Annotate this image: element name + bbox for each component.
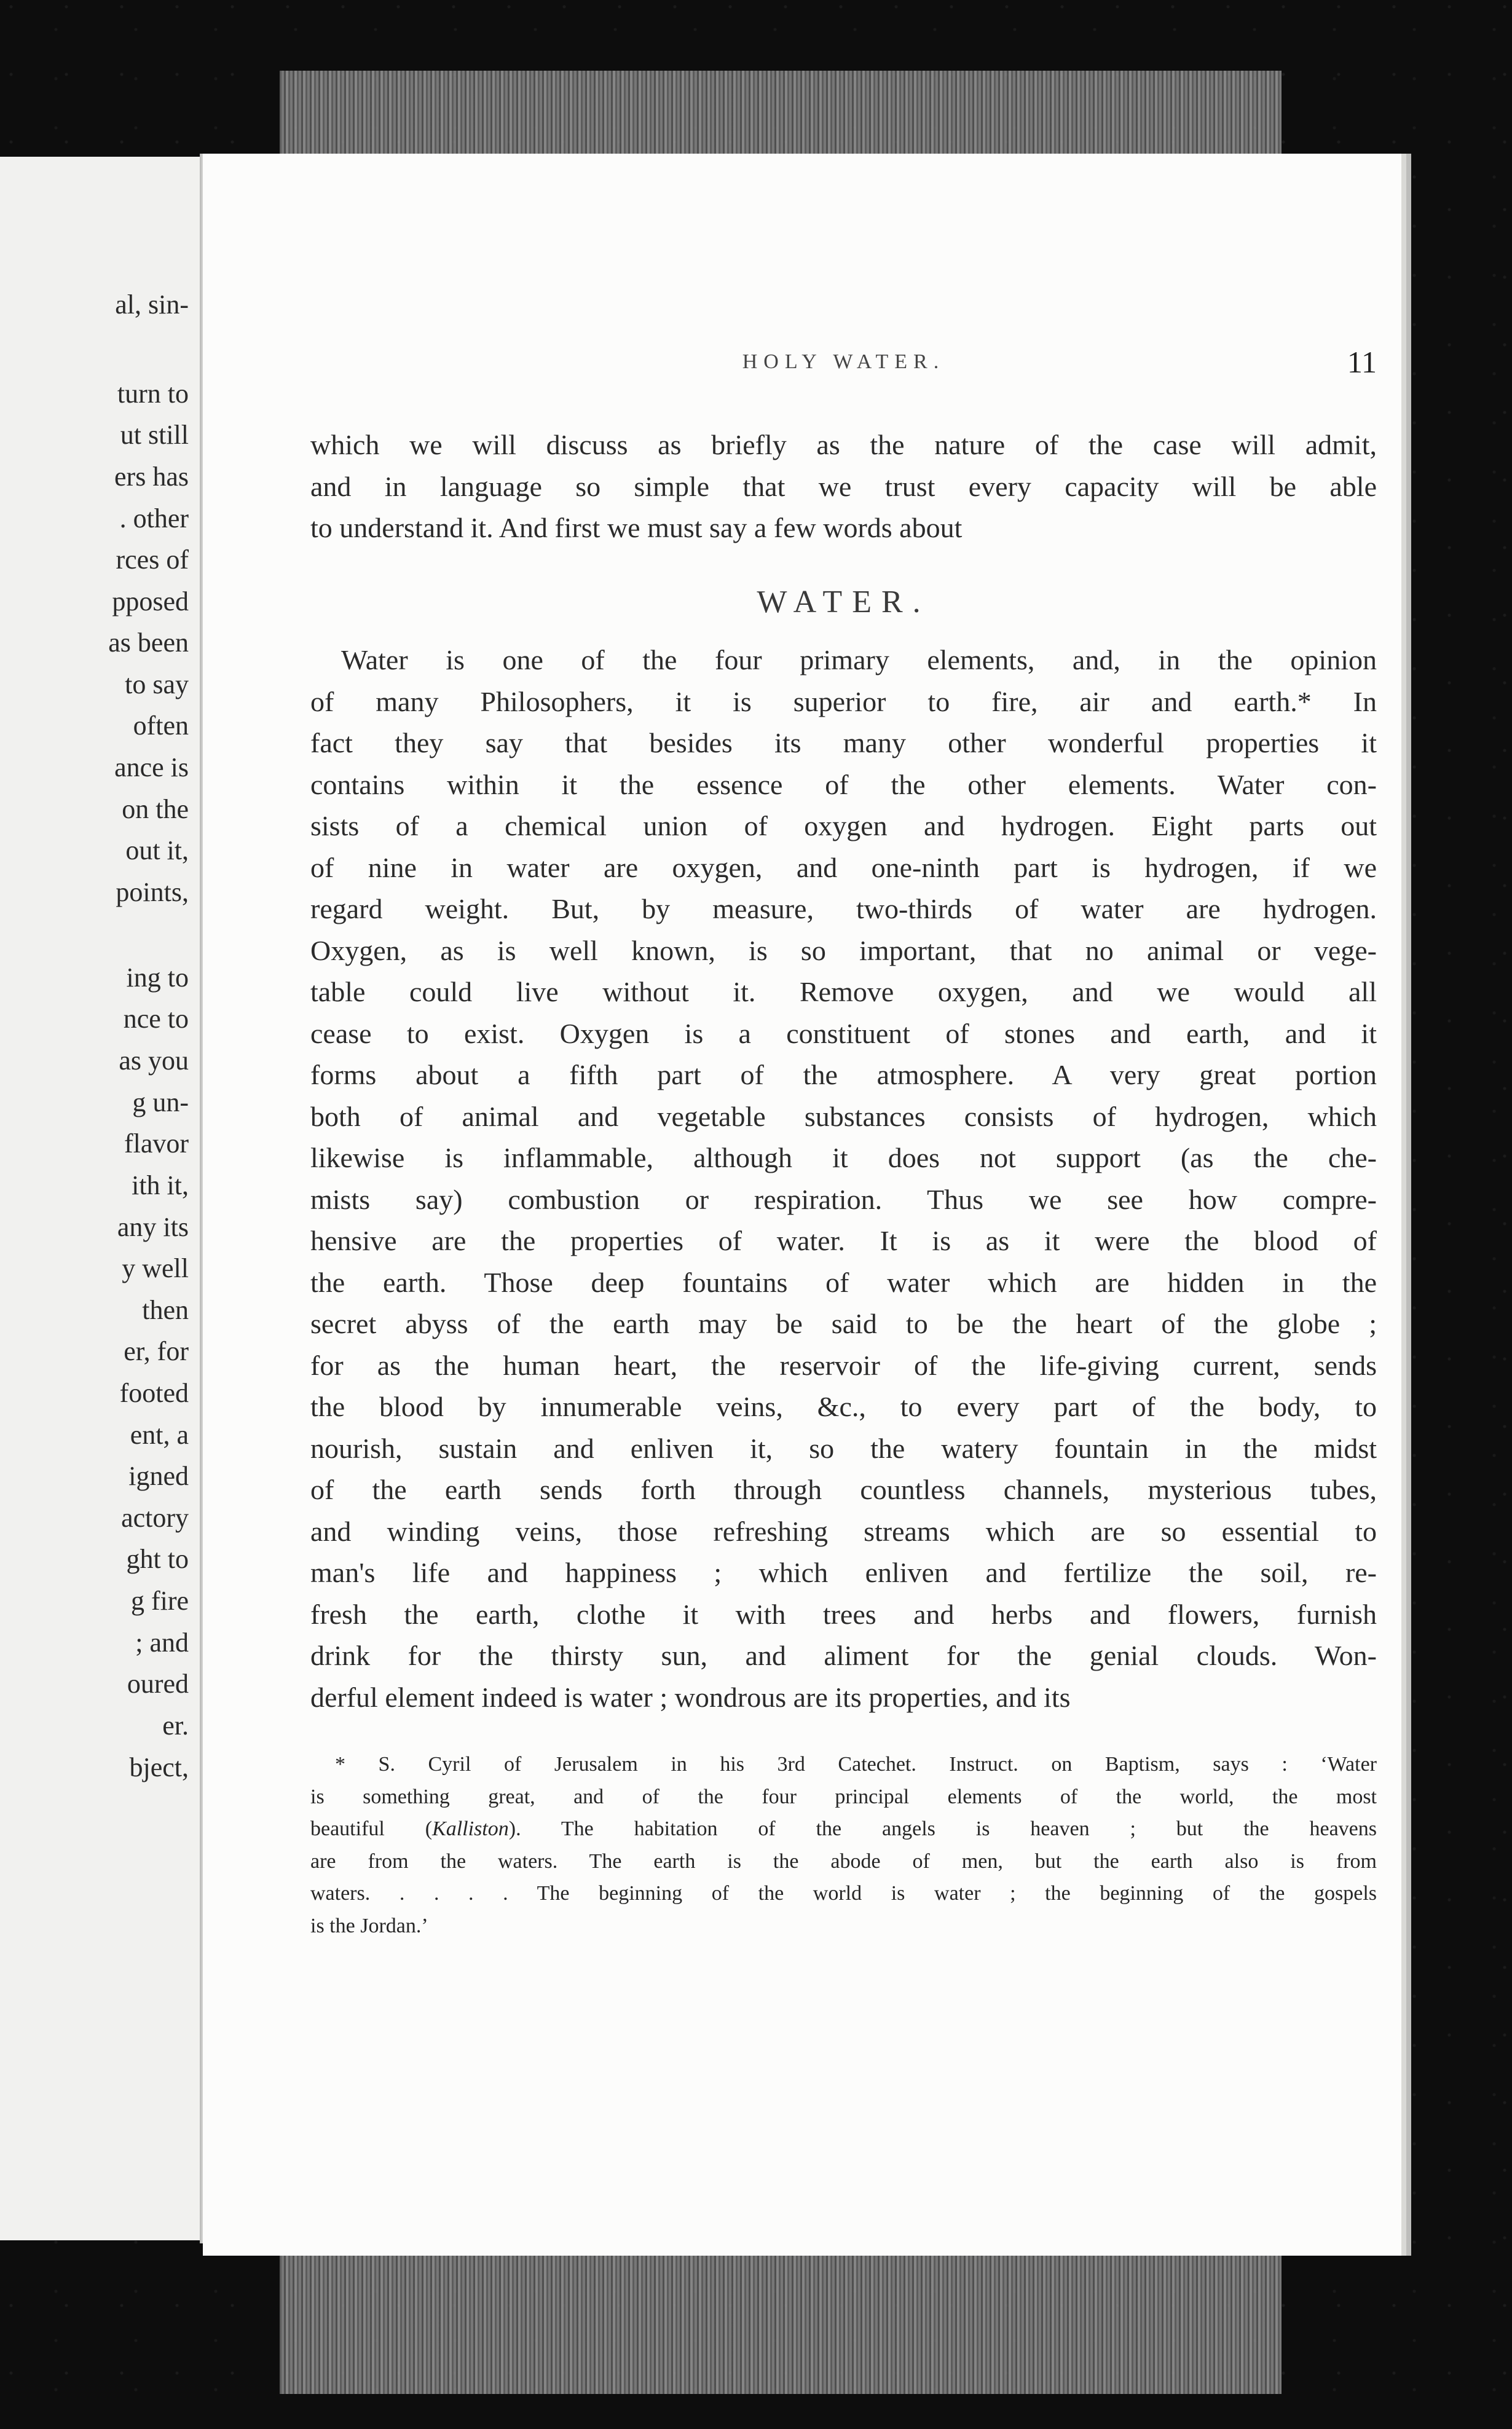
footnote-text: ). The habitation of the angels is heaven ; but the heavens bbox=[508, 1817, 1377, 1840]
body-line: table could live without it. Remove oxygen, and we would all bbox=[310, 976, 1377, 1007]
body-line: secret abyss of the earth may be said to be the heart of the globe ; bbox=[310, 1308, 1377, 1339]
body-line: mists say) combustion or respiration. Thus we see how compre- bbox=[310, 1183, 1377, 1215]
body-line: fresh the earth, clothe it with trees and herbs and flowers, furnish bbox=[310, 1598, 1377, 1630]
body-line: cease to exist. Oxygen is a constituent of stones and earth, and it bbox=[310, 1017, 1377, 1049]
body-paragraph bbox=[310, 639, 1377, 1718]
page-number: 11 bbox=[1347, 345, 1377, 379]
left-page-line-fragment: oured bbox=[127, 1669, 189, 1699]
intro-paragraph bbox=[310, 424, 1377, 549]
footnote-greek-term: Kalliston bbox=[432, 1817, 509, 1840]
body-line: the blood by innumerable veins, &c., to every part of the body, to bbox=[310, 1391, 1377, 1422]
footnote-line: is the Jordan.’ bbox=[310, 1914, 428, 1937]
body-line: of nine in water are oxygen, and one-ninth part is hydrogen, if we bbox=[310, 851, 1377, 883]
body-line: hensive are the properties of water. It is as it were the blood of bbox=[310, 1225, 1377, 1256]
left-page-line-fragment: g un- bbox=[132, 1087, 189, 1117]
body-line: man's life and happiness ; which enliven and fertilize the soil, re- bbox=[310, 1557, 1377, 1588]
left-page-line-fragment: bject, bbox=[129, 1752, 189, 1782]
left-page-line-fragment: on the bbox=[122, 794, 189, 824]
left-page-line-fragment: er, for bbox=[124, 1336, 189, 1366]
left-page-line-fragment: igned bbox=[128, 1461, 189, 1491]
footnote bbox=[310, 1749, 1377, 1942]
footnote-line: waters. . . . . The beginning of the world is water ; the beginning of the gospels bbox=[310, 1882, 1377, 1905]
left-page-line-fragment: as you bbox=[119, 1045, 189, 1076]
left-page-line-fragment: . other bbox=[119, 503, 189, 533]
left-page-line-fragment: ance is bbox=[114, 752, 189, 782]
section-title: WATER. bbox=[757, 585, 931, 620]
page-header bbox=[310, 345, 1377, 387]
footnote-text: beautiful ( bbox=[310, 1817, 433, 1840]
body-line: and winding veins, those refreshing streams which are so essential to bbox=[310, 1515, 1377, 1547]
left-page-line-fragment: ght to bbox=[126, 1544, 189, 1574]
running-head: HOLY WATER. bbox=[742, 350, 945, 373]
body-line: of many Philosophers, it is superior to fire, air and earth.* In bbox=[310, 685, 1377, 717]
left-page-line-fragment: ith it, bbox=[132, 1170, 189, 1200]
body-line: of the earth sends forth through countless channels, mysterious tubes, bbox=[310, 1474, 1377, 1505]
left-page-line-fragment: points, bbox=[116, 877, 189, 907]
left-page-line-fragment: any its bbox=[117, 1212, 189, 1242]
left-page-line-fragment: y well bbox=[122, 1253, 189, 1283]
body-line: for as the human heart, the reservoir of the life-giving current, sends bbox=[310, 1349, 1377, 1381]
intro-line: and in language so simple that we trust every capacity will be able bbox=[310, 470, 1377, 502]
body-line: forms about a fifth part of the atmosphere. A very great portion bbox=[310, 1059, 1377, 1090]
left-page-line-fragment: flavor bbox=[124, 1128, 189, 1159]
left-page-line-fragment: ers has bbox=[114, 462, 189, 492]
body-line: contains within it the essence of the other elements. Water con- bbox=[310, 768, 1377, 800]
body-line: Oxygen, as is well known, is so important, that no animal or vege- bbox=[310, 934, 1377, 966]
left-page-line-fragment: footed bbox=[119, 1378, 189, 1408]
body-line: regard weight. But, by measure, two-thirds of water are hydrogen. bbox=[310, 893, 1377, 924]
footnote-line bbox=[310, 1813, 1377, 1846]
body-line: nourish, sustain and enliven it, so the watery fountain in the midst bbox=[310, 1432, 1377, 1464]
left-page-line-fragment: often bbox=[133, 711, 189, 741]
body-line: drink for the thirsty sun, and aliment for the genial clouds. Won- bbox=[310, 1640, 1377, 1671]
intro-line: to understand it. And first we must say a few words about bbox=[310, 512, 963, 543]
body-line: the earth. Those deep fountains of water which are hidden in the bbox=[310, 1266, 1377, 1298]
left-page-line-fragment: ing to bbox=[126, 963, 189, 993]
body-line: derful element indeed is water ; wondrous are its properties, and its bbox=[310, 1681, 1071, 1713]
footnote-line: is something great, and of the four principal elements of the world, the most bbox=[310, 1785, 1377, 1808]
left-page-line-fragment: ; and bbox=[135, 1628, 189, 1658]
body-line: sists of a chemical union of oxygen and hydrogen. Eight parts out bbox=[310, 810, 1377, 841]
left-page-line-fragment: pposed bbox=[112, 586, 189, 616]
left-page-line-fragment: out it, bbox=[125, 835, 189, 865]
left-page-line-fragment: rces of bbox=[116, 545, 189, 575]
footnote-line: are from the waters. The earth is the abode of men, but the earth also is from bbox=[310, 1849, 1377, 1873]
book-clamp-bottom bbox=[280, 2253, 1282, 2394]
body-line: both of animal and vegetable substances consists of hydrogen, which bbox=[310, 1100, 1377, 1132]
left-page-line-fragment: nce to bbox=[123, 1004, 189, 1034]
body-line: fact they say that besides its many other wonderful properties it bbox=[310, 727, 1377, 758]
left-page-line-fragment: g fire bbox=[130, 1586, 189, 1616]
left-page-line-fragment: as been bbox=[108, 628, 189, 658]
body-line: Water is one of the four primary elements, and, in the opinion bbox=[341, 644, 1377, 675]
left-page-line-fragment: to say bbox=[125, 669, 189, 699]
left-page bbox=[0, 157, 205, 2240]
left-page-line-fragment: then bbox=[142, 1295, 189, 1325]
left-page-line-fragment: al, sin- bbox=[115, 289, 189, 320]
left-page-line-fragment: ent, a bbox=[130, 1420, 189, 1450]
body-line: likewise is inflammable, although it does not support (as the che- bbox=[310, 1142, 1377, 1173]
right-page bbox=[203, 154, 1401, 2256]
left-page-line-fragment: ut still bbox=[120, 420, 189, 450]
intro-line: which we will discuss as briefly as the nature of the case will admit, bbox=[310, 429, 1377, 460]
left-page-line-fragment: er. bbox=[162, 1711, 189, 1741]
left-page-line-fragment: turn to bbox=[117, 379, 189, 409]
footnote-line: * S. Cyril of Jerusalem in his 3rd Catechet. Instruct. on Baptism, says : ‘Water bbox=[335, 1753, 1377, 1776]
left-page-line-fragment: actory bbox=[121, 1503, 189, 1533]
